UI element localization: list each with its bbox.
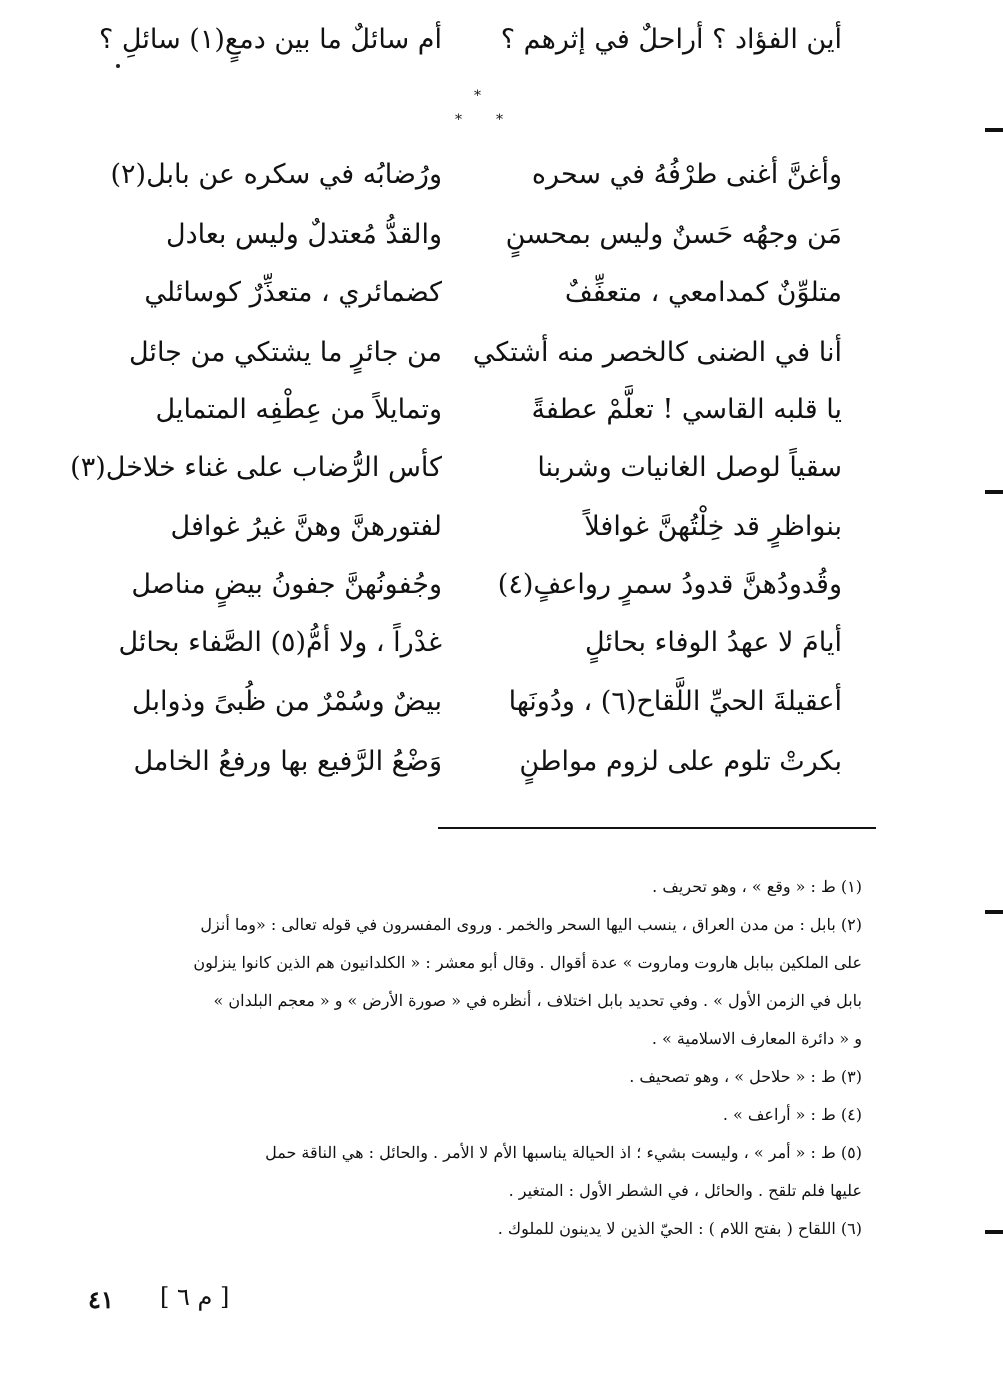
verse-first-hemistich: أعقيلةَ الحيِّ اللَّقاح(٦) ، ودُونَها [508, 686, 842, 717]
verse-first-hemistich: متلوِّنٌ كمدامعي ، متعفِّفٌ [564, 277, 842, 308]
verse-second-hemistich: والقدُّ مُعتدلٌ وليس بعادل [165, 219, 442, 250]
verse-second-hemistich: أم سائلٌ ما بين دمعٍ(١) سائلِ ؟ [98, 24, 442, 55]
ornament-star: * [455, 112, 462, 128]
verse-second-hemistich: وَضْعُ الرَّفيع بها ورفعُ الخامل [133, 746, 442, 777]
ornament-star: * [474, 88, 481, 104]
footnote-divider [438, 827, 876, 829]
verse-first-hemistich: أين الفؤاد ؟ أراحلٌ في إثرهم ؟ [500, 24, 842, 55]
verse-line [0, 268, 1002, 318]
footnote-line: (١) ط : « وقع » ، وهو تحريف . [652, 877, 862, 896]
footnote-line: بابل في الزمن الأول » . وفي تحديد بابل اختلاف ، أنظره في « صورة الأرض » و « معجم البلدان » [213, 991, 862, 1010]
verse-first-hemistich: وقُدودُهنَّ قدودُ سمرٍ رواعفٍ(٤) [497, 569, 842, 600]
verse-line [0, 15, 1002, 65]
footnote-line: و « دائرة المعارف الاسلامية » . [651, 1029, 862, 1048]
verse-first-hemistich: أيامَ لا عهدُ الوفاء بحائلٍ [584, 627, 842, 658]
margin-mark [985, 1230, 1003, 1234]
page-number: ٤١ [88, 1285, 114, 1314]
verse-line [0, 210, 1002, 260]
verse-second-hemistich: كضمائري ، متعذِّرٌ كوسائلي [144, 277, 442, 308]
verse-second-hemistich: كأس الرُّضاب على غناء خلاخل(٣) [70, 452, 442, 483]
margin-mark [985, 910, 1003, 914]
footnote-line: على الملكين ببابل هاروت وماروت » عدة أقوال . وقال أبو معشر : « الكلدانيون هم الذين كانوا ينزلون [193, 953, 862, 972]
footnote-line: (٤) ط : « أراعف » . [722, 1105, 862, 1124]
section-ornament [430, 88, 540, 133]
verse-second-hemistich: وجُفونُهنَّ جفونُ بيضٍ مناصل [131, 569, 442, 600]
footnote-line: عليها فلم تلقح . والحائل ، في الشطر الأول : المتغير . [508, 1181, 862, 1200]
verse-line [0, 328, 1002, 378]
verse-line [0, 677, 1002, 727]
verse-line [0, 560, 1002, 610]
verse-second-hemistich: من جائرٍ ما يشتكي من جائل [128, 337, 442, 368]
verse-second-hemistich: غدْراً ، ولا أمُّ(٥) الصَّفاء بحائل [118, 627, 442, 658]
footnote-line: (٢) بابل : من مدن العراق ، ينسب اليها السحر والخمر . وروى المفسرون في قوله تعالى : «وما أنزل [200, 915, 862, 934]
verse-line [0, 502, 1002, 552]
verse-first-hemistich: وأغنَّ أغنى طرْفُهُ في سحره [531, 159, 842, 190]
verse-first-hemistich: بنواظرٍ قد خِلْتُهنَّ غوافلاً [584, 511, 842, 542]
verse-first-hemistich: مَن وجهُه حَسنٌ وليس بمحسنٍ [505, 219, 842, 250]
verse-first-hemistich: يا قلبه القاسي ! تعلَّمْ عطفةً [531, 394, 842, 425]
verse-second-hemistich: لفتورهنَّ وهنَّ غيرُ غوافل [170, 511, 442, 542]
ornament-star: * [496, 112, 503, 128]
footnote-line: (٦) اللقاح ( بفتح اللام ) : الحيّ الذين لا يدينون للملوك . [497, 1219, 862, 1238]
verse-second-hemistich: وتمايلاً من عِطْفِه المتمايل [155, 394, 442, 425]
verse-first-hemistich: أنا في الضنى كالخصر منه أشتكي [472, 337, 842, 368]
signature-mark: [ م ٦ ] [160, 1283, 230, 1311]
margin-mark [985, 490, 1003, 494]
verse-second-hemistich: بيضٌ وسُمْرٌ من ظُبىً وذوابل [132, 686, 442, 717]
footnote-line: (٥) ط : « أمر » ، وليست بشيء ؛ اذ الحيالة يناسبها الأم لا الأمر . والحائل : هي الناقة حمل [265, 1143, 862, 1162]
verse-line [0, 150, 1002, 200]
verse-line [0, 385, 1002, 435]
verse-first-hemistich: سقياً لوصل الغانيات وشربنا [537, 452, 842, 483]
verse-second-hemistich: ورُضابُه في سكره عن بابل(٢) [110, 159, 442, 190]
verse-line [0, 618, 1002, 668]
verse-line [0, 737, 1002, 787]
footnotes [92, 868, 862, 1248]
verse-line [0, 443, 1002, 493]
margin-mark [985, 128, 1003, 132]
verse-first-hemistich: بكرتْ تلوم على لزوم مواطنٍ [519, 746, 842, 777]
footnote-line: (٣) ط : « حلاحل » ، وهو تصحيف . [629, 1067, 862, 1086]
